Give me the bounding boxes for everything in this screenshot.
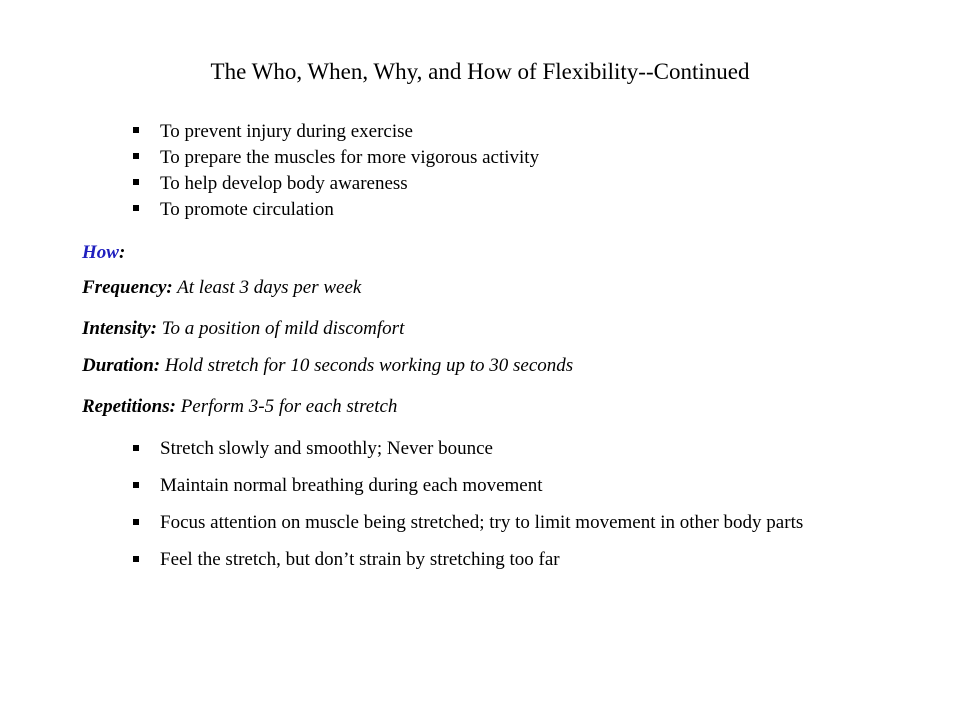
list-item-text: Maintain normal breathing during each movement xyxy=(160,475,543,496)
param-key: Intensity: xyxy=(82,318,157,339)
repetitions-line xyxy=(82,396,397,418)
list-item xyxy=(133,437,893,460)
list-item xyxy=(133,474,893,497)
list-item-text: To promote circulation xyxy=(160,199,334,220)
param-value: Hold stretch for 10 seconds working up to 30 seconds xyxy=(160,355,574,376)
how-heading-colon: : xyxy=(118,242,126,263)
duration-line xyxy=(82,355,573,377)
list-item-text: Feel the stretch, but don’t strain by stretching too far xyxy=(160,549,560,570)
intensity-line xyxy=(82,318,404,340)
list-item xyxy=(133,511,893,534)
square-bullet-icon xyxy=(133,205,139,211)
square-bullet-icon xyxy=(133,153,139,159)
list-item xyxy=(133,145,913,171)
param-value: At least 3 days per week xyxy=(172,277,362,298)
how-heading-label: How xyxy=(82,242,119,263)
list-item xyxy=(133,197,913,223)
square-bullet-icon xyxy=(133,179,139,185)
param-value: Perform 3-5 for each stretch xyxy=(175,396,398,417)
how-heading xyxy=(82,242,125,264)
why-bullet-list xyxy=(133,119,913,223)
frequency-line xyxy=(82,277,361,299)
param-key: Frequency: xyxy=(82,277,173,298)
list-item-text: To prevent injury during exercise xyxy=(160,121,413,142)
list-item-text: To prepare the muscles for more vigorous activity xyxy=(160,147,540,168)
slide-title: The Who, When, Why, and How of Flexibility--Continued xyxy=(210,59,750,84)
param-key: Repetitions: xyxy=(82,396,176,417)
square-bullet-icon xyxy=(133,445,139,451)
tips-bullet-list xyxy=(133,437,893,585)
list-item-text: To help develop body awareness xyxy=(160,173,408,194)
list-item xyxy=(133,119,913,145)
list-item xyxy=(133,548,893,571)
square-bullet-icon xyxy=(133,482,139,488)
param-value: To a position of mild discomfort xyxy=(156,318,405,339)
list-item xyxy=(133,171,913,197)
list-item-text: Stretch slowly and smoothly; Never bounce xyxy=(160,438,493,459)
square-bullet-icon xyxy=(133,556,139,562)
param-key: Duration: xyxy=(82,355,161,376)
square-bullet-icon xyxy=(133,519,139,525)
square-bullet-icon xyxy=(133,127,139,133)
list-item-text: Focus attention on muscle being stretched; try to limit movement in other body parts xyxy=(160,512,804,533)
